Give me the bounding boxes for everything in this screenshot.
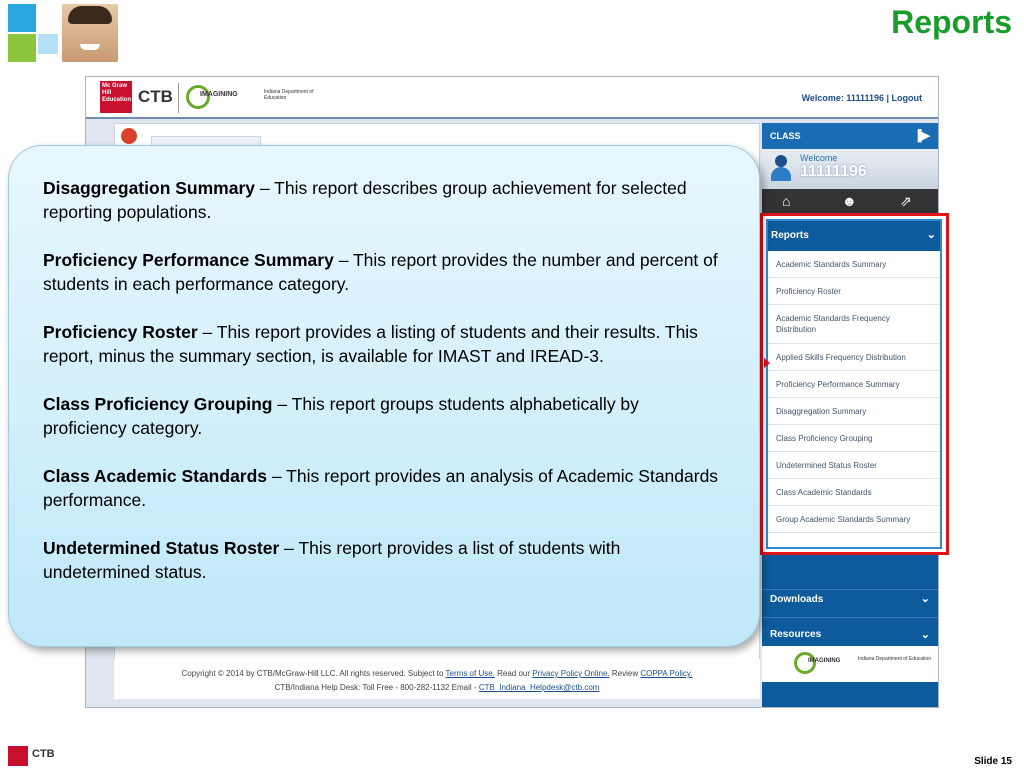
class-label: CLASS: [770, 131, 801, 141]
reports-highlight: [760, 213, 949, 555]
app-footer: [114, 659, 760, 699]
callout-term: Undetermined Status Roster: [43, 538, 280, 558]
report-item-proficiency-performance-summary[interactable]: Proficiency Performance Summary: [768, 371, 940, 398]
callout-item: [43, 320, 725, 368]
report-item-class-academic-standards[interactable]: Class Academic Standards: [768, 479, 940, 506]
chevron-down-icon: ⌄: [920, 629, 930, 641]
callout-desc: – This report provides an analysis of Academic Standards performance.: [43, 466, 719, 510]
read-our-text: Read our: [497, 669, 531, 678]
side-welcome: [762, 149, 938, 189]
share-icon[interactable]: ⇗: [900, 193, 912, 209]
user-id: 11111196: [800, 163, 867, 180]
callout-term: Class Academic Standards: [43, 466, 268, 486]
privacy-link[interactable]: Privacy Policy Online.: [532, 669, 610, 678]
ctb-logo: CTB: [138, 87, 173, 106]
chevron-down-icon: ⌄: [926, 229, 936, 241]
callout-desc: – This report provides the number and percent of students in each performance category.: [43, 250, 718, 294]
user-icon[interactable]: ☻: [842, 193, 857, 209]
report-item-disaggregation-summary[interactable]: Disaggregation Summary: [768, 398, 940, 425]
imagining-text: IMAGINING: [200, 91, 238, 98]
report-item-proficiency-roster[interactable]: Proficiency Roster: [768, 278, 940, 305]
helpdesk-email-link[interactable]: CTB_Indiana_Helpdesk@ctb.com: [478, 683, 600, 692]
indiana-doe-text: Indiana Department of Education: [858, 656, 932, 662]
student-photo: [62, 4, 118, 62]
imagining-text: IMAGINING: [808, 658, 841, 664]
side-imagining-logo: [762, 646, 938, 682]
report-item-class-proficiency-grouping[interactable]: Class Proficiency Grouping: [768, 425, 940, 452]
callout-desc: – This report describes group achievement for selected reporting populations.: [43, 178, 687, 222]
callout-item: [43, 464, 725, 512]
mcgraw-hill-logo: Mc Graw Hill Education: [100, 81, 132, 113]
reports-menu: [766, 219, 942, 549]
home-icon[interactable]: ⌂: [782, 193, 791, 209]
report-item-group-academic-standards-summary[interactable]: Group Academic Standards Summary: [768, 506, 940, 533]
decor-square-light: [38, 34, 58, 54]
callout-desc: – This report groups students alphabetically by proficiency category.: [43, 394, 639, 438]
slide-number: Slide 15: [974, 756, 1012, 767]
class-bar: [762, 123, 938, 149]
pointer-arrow-icon: [764, 358, 770, 368]
welcome-logout[interactable]: Welcome: 11111196 | Logout: [801, 93, 922, 103]
footer-ctb-logo: CTB: [32, 748, 55, 760]
callout-item: [43, 248, 725, 296]
downloads-menu[interactable]: [762, 589, 938, 617]
slide-title: Reports: [891, 4, 1012, 40]
callout-term: Disaggregation Summary: [43, 178, 255, 198]
review-text: Review: [611, 669, 639, 678]
user-avatar-icon: [770, 155, 792, 181]
indiana-doe-text: Indiana Department of Education: [264, 89, 314, 101]
report-item-academic-standards-summary[interactable]: Academic Standards Summary: [768, 251, 940, 278]
reports-heading[interactable]: [768, 221, 940, 251]
decor-square-green: [8, 34, 36, 62]
report-descriptions-callout: [8, 145, 760, 647]
header-divider: [178, 83, 179, 113]
resources-label: Resources: [770, 629, 822, 640]
callout-term: Proficiency Roster: [43, 322, 198, 342]
decor-square-blue: [8, 4, 36, 32]
callout-desc: – This report provides a list of students with undetermined status.: [43, 538, 621, 582]
callout-item: [43, 392, 725, 440]
report-item-undetermined-status-roster[interactable]: Undetermined Status Roster: [768, 452, 940, 479]
callout-item: [43, 536, 725, 584]
welcome-label: Welcome: [800, 153, 838, 163]
report-item-applied-skills-frequency[interactable]: Applied Skills Frequency Distribution: [768, 344, 940, 371]
callout-term: Class Proficiency Grouping: [43, 394, 273, 414]
reports-heading-label: Reports: [771, 230, 809, 241]
callout-term: Proficiency Performance Summary: [43, 250, 334, 270]
side-icon-bar: [762, 189, 938, 215]
imagining-logo: [186, 83, 316, 111]
downloads-label: Downloads: [770, 594, 824, 605]
helpdesk-text: CTB/Indiana Help Desk: Toll Free - 800-282-1132 Email -: [274, 683, 477, 692]
app-header: [86, 77, 938, 119]
callout-item: [43, 176, 725, 224]
report-item-academic-standards-frequency[interactable]: Academic Standards Frequency Distribution: [768, 305, 940, 344]
collapse-panel-icon[interactable]: ▐▶: [913, 130, 930, 142]
terms-link[interactable]: Terms of Use.: [445, 669, 495, 678]
reports-list: [768, 251, 940, 533]
chevron-down-icon: ⌄: [920, 593, 930, 605]
coppa-link[interactable]: COPPA Policy.: [640, 669, 693, 678]
copyright-text: Copyright © 2014 by CTB/McGraw-Hill LLC. All rights reserved. Subject to: [181, 669, 444, 678]
callout-desc: – This report provides a listing of students and their results. This report, minus the summary section, is available for IMAST and IREAD-3.: [43, 322, 698, 366]
footer-mcgraw-hill-logo: [8, 746, 28, 766]
apple-icon: [121, 128, 137, 144]
